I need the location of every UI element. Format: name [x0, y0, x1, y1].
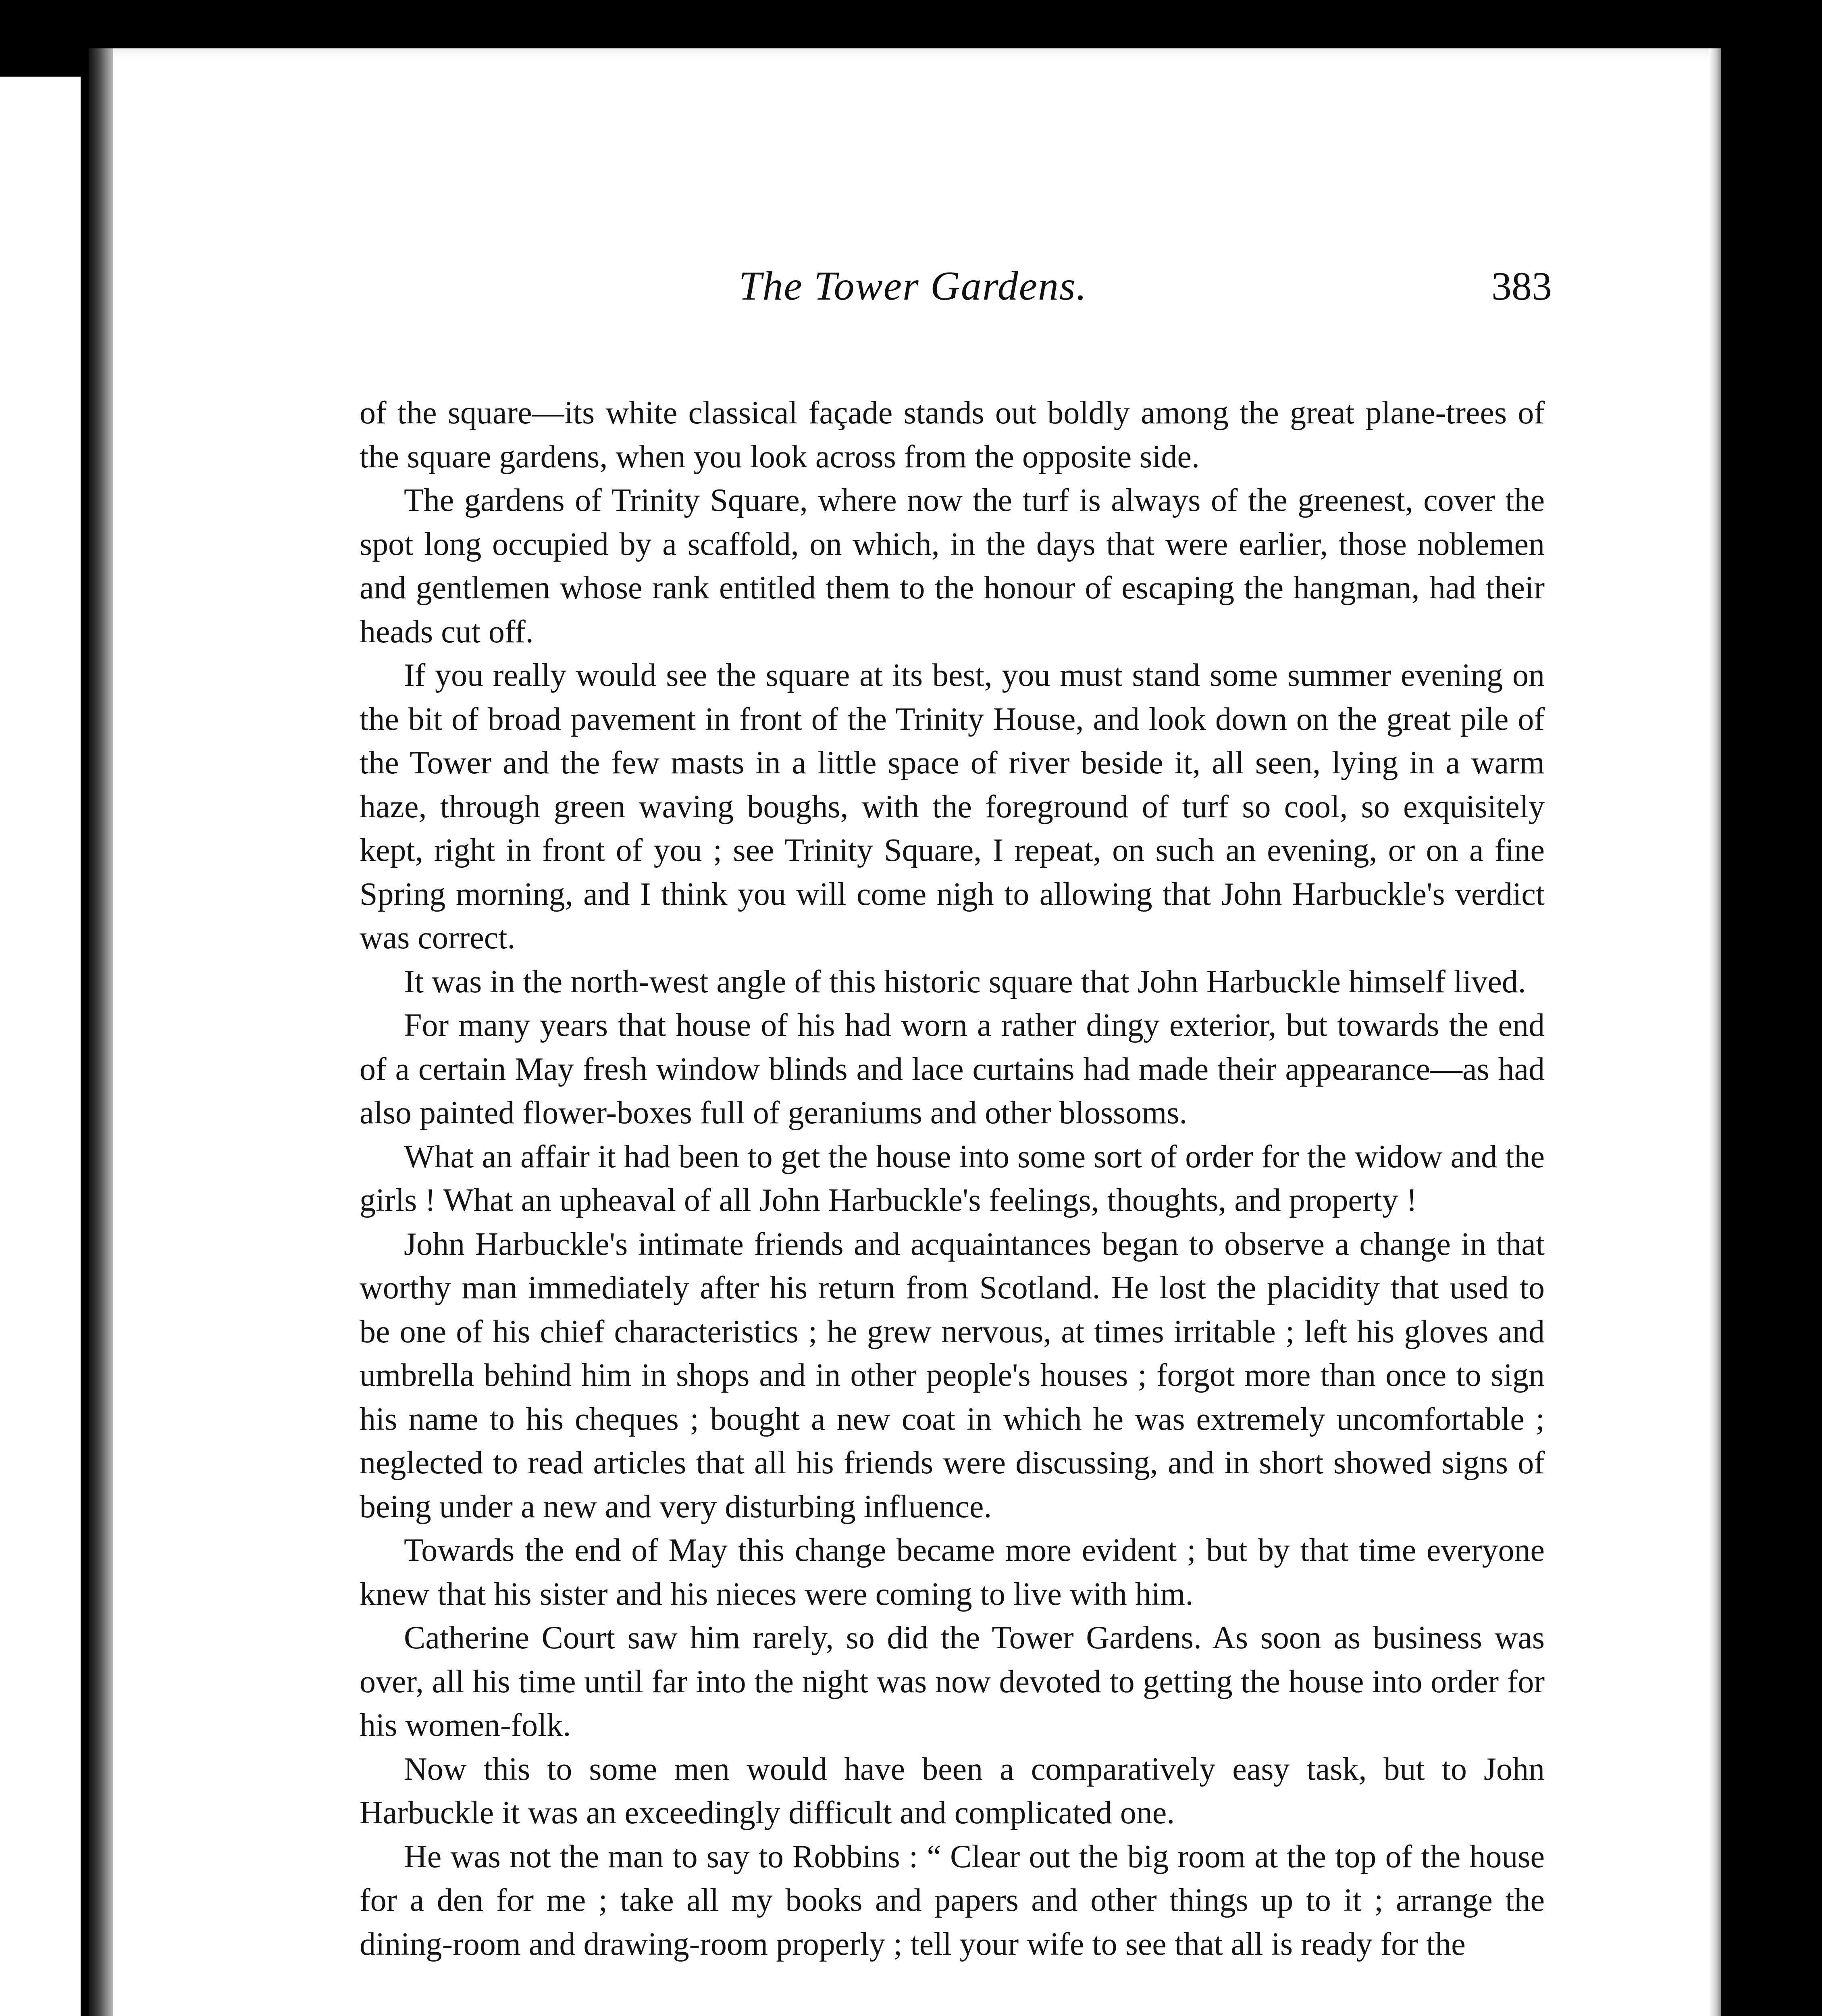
- page-number: 383: [1491, 264, 1552, 308]
- body-text: [360, 391, 1545, 1966]
- paragraph: For many years that house of his had worn a rather dingy exterior, but towards the end of a certain May fresh window blinds and lace curtains had made their appearance—as had also painted flower-boxes full of geraniums and other blossoms.: [360, 1008, 1545, 1131]
- running-header: [274, 254, 1552, 319]
- paragraph: of the square—its white classical façade stands out boldly among the great plane-trees of the square gardens, when you look across from the opposite side.: [360, 395, 1545, 475]
- paragraph: What an affair it had been to get the house into some sort of order for the widow and the girls ! What an upheaval of all John Harbuckle's feelings, thoughts, and property !: [360, 1139, 1545, 1218]
- paragraph: He was not the man to say to Robbins : “ Clear out the big room at the top of the house for a den for me ; take all my books and papers and other things up to it ; arrange the dining-room and drawing-room properly ; tell your wife to see that all is ready for the: [360, 1839, 1545, 1962]
- adjacent-page-edge: [0, 77, 81, 2016]
- page-edge: [1709, 48, 1721, 2016]
- paragraph: Catherine Court saw him rarely, so did the Tower Gardens. As soon as business was over, all his time until far into the night was now devoted to getting the house into order for his women-folk.: [360, 1620, 1545, 1743]
- running-title: The Tower Gardens.: [738, 263, 1088, 309]
- book-page: [89, 48, 1721, 2016]
- page-gutter-shadow: [89, 48, 113, 2016]
- paragraph: The gardens of Trinity Square, where now the turf is always of the greenest, cover the spot long occupied by a scaffold, on which, in the days that were earlier, those noblemen and gentlemen whose rank entitled them to the honour of escaping the hangman, had their heads cut off.: [360, 483, 1545, 650]
- paragraph: Now this to some men would have been a comparatively easy task, but to John Harbuckle it was an exceedingly difficult and complicated one.: [360, 1751, 1545, 1831]
- paragraph: It was in the north-west angle of this historic square that John Harbuckle himself lived.: [404, 964, 1526, 1000]
- paragraph: Towards the end of May this change became more evident ; but by that time everyone knew that his sister and his nieces were coming to live with him.: [360, 1533, 1545, 1612]
- paragraph: If you really would see the square at its best, you must stand some summer evening on the bit of broad pavement in front of the Trinity House, and look down on the great pile of the Tower and the few masts in a little space of river beside it, all seen, lying in a warm haze, through green waving boughs, with the foreground of turf so cool, so exquisitely kept, right in front of you ; see Trinity Square, I repeat, on such an evening, or on a fine Spring morning, and I think you will come nigh to allowing that John Harbuckle's verdict was correct.: [360, 658, 1545, 956]
- paragraph: John Harbuckle's intimate friends and acquaintances began to observe a change in that worthy man immediately after his return from Scotland. He lost the placidity that used to be one of his chief characteristics ; he grew nervous, at times irritable ; left his gloves and umbrella behind him in shops and in other people's houses ; forgot more than once to sign his name to his cheques ; bought a new coat in which he was extremely uncomfortable ; neglected to read articles that all his friends were discussing, and in short showed signs of being under a new and very disturbing influence.: [360, 1226, 1545, 1524]
